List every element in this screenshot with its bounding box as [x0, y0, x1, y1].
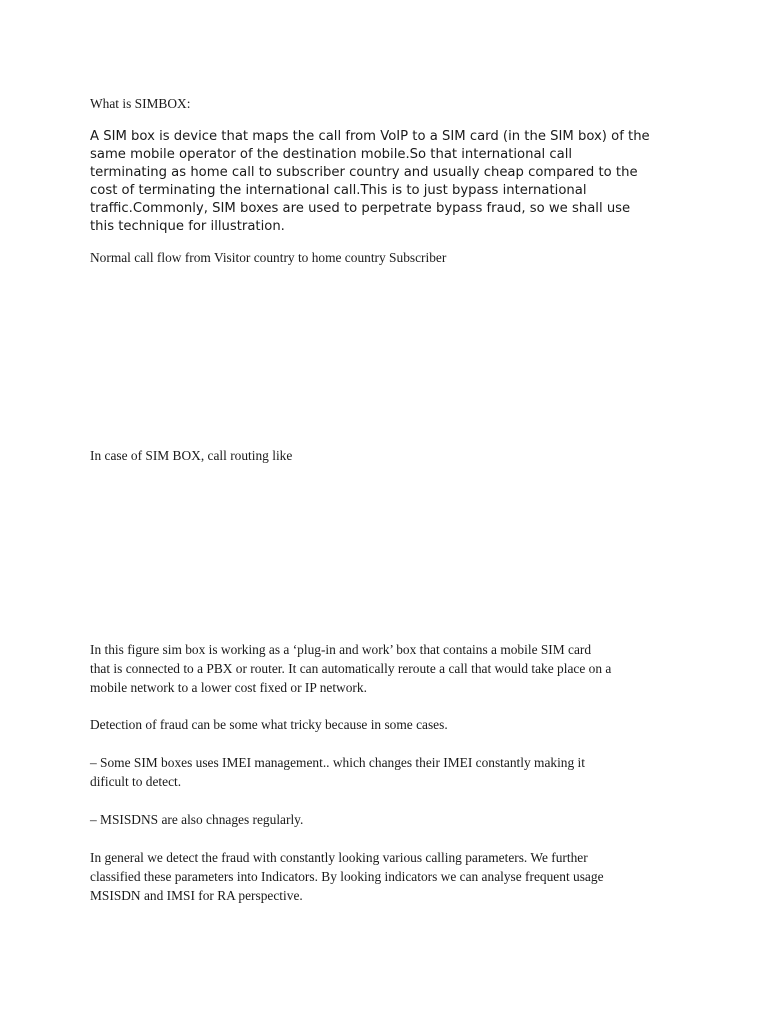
intro-line: traffic.Commonly, SIM boxes are used to perpetrate bypass fraud, so we shall use [90, 201, 631, 216]
heading-text: What is SIMBOX: [90, 96, 191, 111]
simbox-caption [90, 446, 690, 465]
imei-line: dificult to detect. [90, 774, 182, 789]
intro-paragraph [90, 128, 690, 236]
conclusion-line: MSISDN and IMSI for RA perspective. [90, 888, 303, 903]
simbox-caption-text: In case of SIM BOX, call routing like [90, 448, 293, 463]
figure-description-line: that is connected to a PBX or router. It can automatically reroute a call that would take place on a [90, 661, 612, 676]
intro-line: this technique for illustration. [90, 219, 285, 234]
section-heading [90, 94, 690, 113]
conclusion-line: In general we detect the fraud with constantly looking various calling parameters. We further [90, 850, 588, 865]
imei-paragraph [90, 753, 690, 791]
figure-description-paragraph [90, 640, 690, 697]
simbox-figure-area [90, 470, 690, 630]
msisdn-text: – MSISDNS are also chnages regularly. [90, 812, 304, 827]
imei-line: – Some SIM boxes uses IMEI management.. which changes their IMEI constantly making it [90, 755, 585, 770]
figure-description-line: mobile network to a lower cost fixed or IP network. [90, 680, 367, 695]
conclusion-paragraph [90, 848, 690, 905]
normal-flow-figure-area [90, 272, 690, 440]
intro-line: A SIM box is device that maps the call from VoIP to a SIM card (in the SIM box) of the [90, 129, 650, 144]
normal-flow-caption-text: Normal call flow from Visitor country to home country Subscriber [90, 250, 447, 265]
intro-line: terminating as home call to subscriber country and usually cheap compared to the [90, 165, 638, 180]
detection-intro-paragraph [90, 715, 690, 734]
normal-flow-caption [90, 248, 690, 267]
intro-line: same mobile operator of the destination mobile.So that international call [90, 147, 573, 162]
detection-intro-text: Detection of fraud can be some what tricky because in some cases. [90, 717, 448, 732]
intro-line: cost of terminating the international call.This is to just bypass international [90, 183, 587, 198]
conclusion-line: classified these parameters into Indicators. By looking indicators we can analyse frequent usage [90, 869, 604, 884]
msisdn-paragraph [90, 810, 690, 829]
figure-description-line: In this figure sim box is working as a ‘plug-in and work’ box that contains a mobile SIM card [90, 642, 592, 657]
